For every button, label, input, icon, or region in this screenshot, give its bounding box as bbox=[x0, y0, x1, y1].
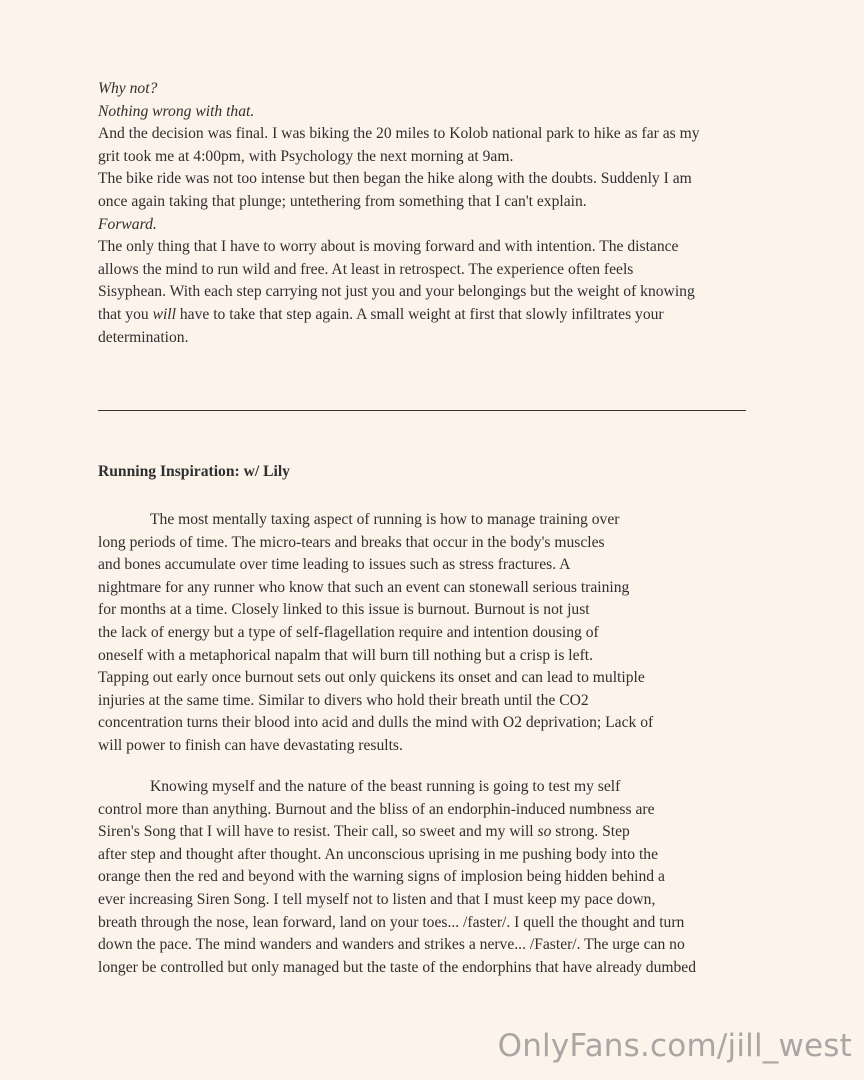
text-line bbox=[98, 690, 653, 713]
text-segment: ever increasing Siren Song. I tell myself not to listen and that I must keep my pace down, bbox=[98, 890, 656, 908]
italic-text: Why not? bbox=[98, 80, 158, 97]
text-line bbox=[98, 168, 700, 191]
text-segment: strong. Step bbox=[551, 823, 630, 841]
text-segment: The only thing that I have to worry about is moving forward and with intention. The distance bbox=[98, 238, 679, 256]
text-segment: breath through the nose, lean forward, land on your toes... /faster/. I quell the thought and turn bbox=[98, 913, 685, 931]
text-segment: once again taking that plunge; untethering from something that I can't explain. bbox=[98, 192, 587, 210]
text-line bbox=[98, 236, 700, 259]
text-line bbox=[98, 327, 700, 350]
text-segment: Tapping out early once burnout sets out only quickens its onset and can lead to multiple bbox=[98, 669, 645, 687]
text-line bbox=[98, 214, 700, 237]
italic-text: Forward. bbox=[98, 215, 157, 233]
text-line bbox=[98, 191, 700, 214]
text-segment: for months at a time. Closely linked to this issue is burnout. Burnout is not just bbox=[98, 601, 590, 619]
text-segment: down the pace. The mind wanders and wanders and strikes a nerve... /Faster/. The urge can no bbox=[98, 936, 685, 954]
text-segment: that you bbox=[98, 305, 153, 323]
text-line bbox=[98, 101, 700, 124]
text-segment: and bones accumulate over time leading to issues such as stress fractures. A bbox=[98, 556, 571, 574]
text-segment: allows the mind to run wild and free. At least in retrospect. The experience often feels bbox=[98, 260, 634, 278]
text-segment: Sisyphean. With each step carrying not just you and your belongings but the weight of knowing bbox=[98, 283, 695, 301]
text-line bbox=[98, 304, 700, 327]
text-line bbox=[98, 844, 696, 867]
text-line bbox=[98, 821, 696, 844]
text-segment: will power to finish can have devastating results. bbox=[98, 736, 403, 754]
text-segment: Siren's Song that I will have to resist. Their call, so sweet and my will bbox=[98, 823, 538, 841]
watermark: OnlyFans.com/jill_west bbox=[497, 1028, 852, 1064]
text-segment: The bike ride was not too intense but then began the hike along with the doubts. Suddenly I am bbox=[98, 170, 692, 188]
text-segment: have to take that step again. A small weight at first that slowly infiltrates your bbox=[175, 305, 664, 323]
text-line bbox=[98, 799, 696, 822]
text-line bbox=[98, 934, 696, 957]
text-line bbox=[98, 622, 653, 645]
text-line bbox=[98, 957, 696, 980]
text-line bbox=[98, 712, 653, 735]
horizontal-divider bbox=[98, 410, 746, 411]
text-segment: determination. bbox=[98, 328, 189, 346]
text-line bbox=[98, 532, 653, 555]
italic-text: so bbox=[537, 823, 552, 841]
section-heading: Running Inspiration: w/ Lily bbox=[98, 463, 290, 480]
text-segment: grit took me at 4:00pm, with Psychology the next morning at 9am. bbox=[98, 147, 514, 165]
text-segment: control more than anything. Burnout and the bliss of an endorphin-induced numbness are bbox=[98, 800, 655, 818]
opening-section bbox=[98, 78, 700, 349]
text-segment: long periods of time. The micro-tears and breaks that occur in the body's muscles bbox=[98, 533, 605, 551]
text-line bbox=[98, 509, 653, 532]
text-line bbox=[98, 889, 696, 912]
text-line bbox=[98, 776, 696, 799]
text-line bbox=[98, 554, 653, 577]
text-segment: the lack of energy but a type of self-flagellation require and intention dousing of bbox=[98, 623, 599, 641]
paragraph-burnout bbox=[98, 509, 653, 758]
text-segment: injuries at the same time. Similar to divers who hold their breath until the CO2 bbox=[98, 691, 589, 709]
text-line bbox=[98, 667, 653, 690]
text-line bbox=[98, 866, 696, 889]
text-segment: longer be controlled but only managed but the taste of the endorphins that have already dumbed bbox=[98, 958, 697, 976]
text-line bbox=[98, 281, 700, 304]
text-line bbox=[98, 78, 700, 101]
text-segment: Knowing myself and the nature of the beast running is going to test my self bbox=[150, 778, 621, 795]
italic-text: Nothing wrong with that. bbox=[98, 102, 255, 120]
text-line bbox=[98, 645, 653, 668]
text-segment: nightmare for any runner who know that such an event can stonewall serious training bbox=[98, 578, 630, 596]
text-line bbox=[98, 735, 653, 758]
text-segment: oneself with a metaphorical napalm that will burn till nothing but a crisp is left. bbox=[98, 646, 593, 664]
text-line bbox=[98, 599, 653, 622]
text-segment: And the decision was final. I was biking the 20 miles to Kolob national park to hike as far as my bbox=[98, 125, 700, 143]
text-line bbox=[98, 146, 700, 169]
italic-text: will bbox=[152, 305, 176, 323]
text-line bbox=[98, 123, 700, 146]
text-segment: orange then the red and beyond with the warning signs of implosion being hidden behind a bbox=[98, 868, 665, 886]
text-segment: The most mentally taxing aspect of running is how to manage training over bbox=[150, 511, 620, 528]
text-line bbox=[98, 577, 653, 600]
text-segment: concentration turns their blood into acid and dulls the mind with O2 deprivation; Lack of bbox=[98, 714, 654, 732]
text-segment: after step and thought after thought. An unconscious uprising in me pushing body into the bbox=[98, 845, 658, 863]
paragraph-siren-song bbox=[98, 776, 696, 979]
text-line bbox=[98, 912, 696, 935]
text-line bbox=[98, 259, 700, 282]
